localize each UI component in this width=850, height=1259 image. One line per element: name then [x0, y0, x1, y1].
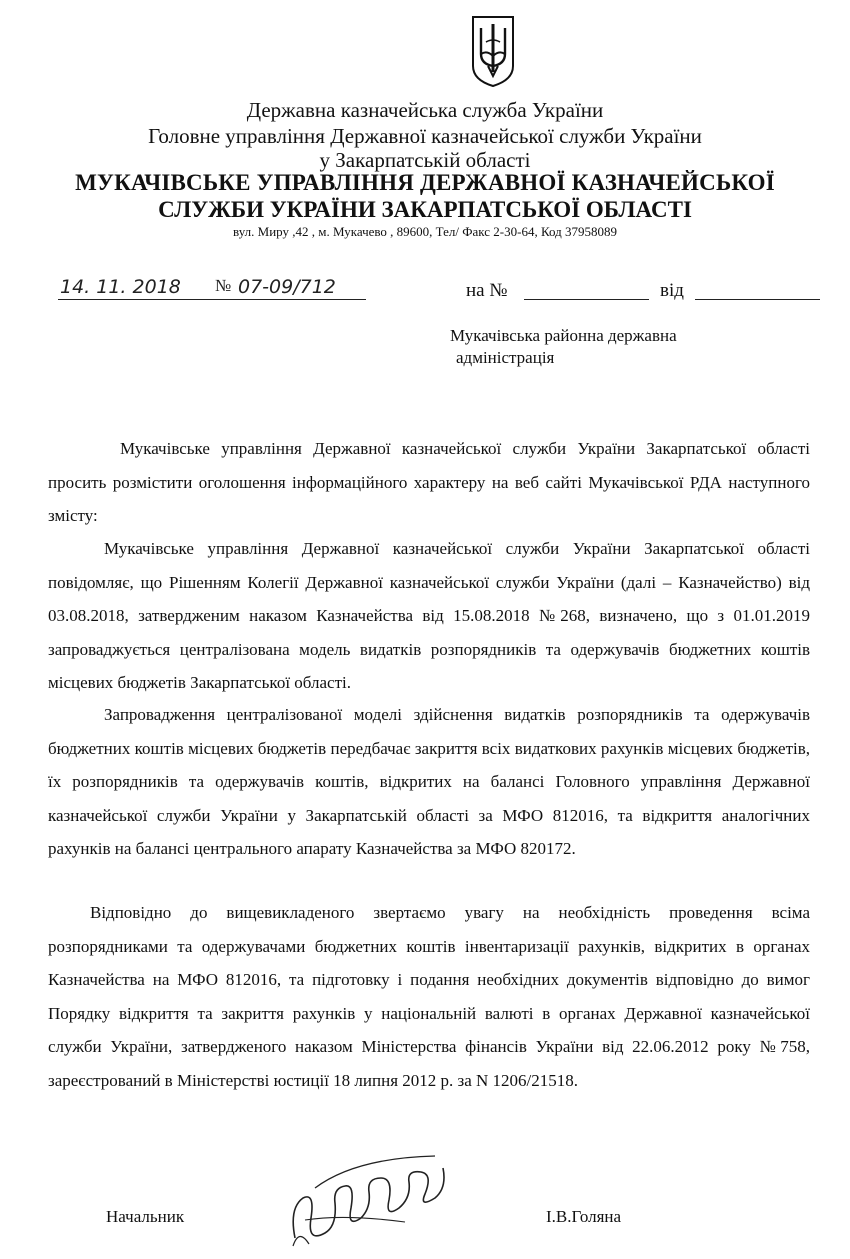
- announcement-paragraph-3: Відповідно до вищевикладеного звертаємо увагу на необхідність проведення всіма розпорядниками та одержувачами бюджетних коштів інвентаризації рахунків, відкритих в органах Казначейства на МФО 812016, та підготовку і подання необхідних документів відповідно до вимог Порядку відкриття та закриття рахунків у національній валюті в органах Державної казначейської служби України, затвердженого наказом Міністерства фінансів України від 22.06.2012 року №758, зареєстрований в Міністерстві юстиції 18 липня 2012 р. за N 1206/21518.: [48, 903, 810, 1090]
- registration-underline: [58, 299, 366, 300]
- reference-number-blank: [524, 299, 649, 300]
- trident-coat-of-arms-icon: [470, 14, 516, 88]
- reference-date-label: від: [660, 280, 684, 301]
- office-title-line-1: МУКАЧІВСЬКЕ УПРАВЛІННЯ ДЕРЖАВНОЇ КАЗНАЧЕЙСЬКОЇ: [75, 170, 775, 195]
- request-paragraph: Мукачівське управління Державної казначейської служби України Закарпатської області просить розмістити оголошення інформаційного характеру на веб сайті Мукачівської РДА наступного змісту:: [48, 439, 810, 525]
- region-name: у Закарпатській області: [319, 148, 531, 172]
- reference-date-blank: [695, 299, 820, 300]
- addressee-line-1: Мукачівська районна державна: [450, 326, 677, 345]
- outgoing-date: 14. 11. 2018: [60, 276, 181, 298]
- signatory-name: І.В.Голяна: [546, 1207, 622, 1226]
- reference-number-label: на №: [466, 280, 508, 301]
- addressee-line-2: адміністрація: [456, 348, 555, 367]
- office-title-line-2: СЛУЖБИ УКРАЇНИ ЗАКАРПАТСЬКОЇ ОБЛАСТІ: [158, 197, 692, 222]
- signatory-position: Начальник: [106, 1207, 185, 1226]
- announcement-paragraph-1: Мукачівське управління Державної казначейської служби України Закарпатської області повідомляє, що Рішенням Колегії Державної казначейської служби України (далі – Казначейство) від 03.08.2018, затвердженим наказом Казначейства від 15.08.2018 №268, визначено, що з 01.01.2019 запроваджується централізована модель видатків розпорядників та одержувачів бюджетних коштів місцевих бюджетів Закарпатської області.: [48, 539, 810, 692]
- announcement-paragraph-2: Запровадження централізованої моделі здійснення видатків розпорядників та одержувачів бюджетних коштів місцевих бюджетів передбачає закриття всіх видаткових рахунків місцевих бюджетів, їх розпорядників та одержувачів коштів, відкритих на балансі Головного управління Державної казначейської служби України у Закарпатській області за МФО 812016, та відкриття аналогічних рахунків на балансі центрального апарату Казначейства за МФО 820172.: [48, 705, 810, 858]
- main-department-name: Головне управління Державної казначейської служби України: [148, 124, 702, 148]
- outgoing-number: 07-09/712: [238, 276, 336, 298]
- number-sign: №: [215, 276, 232, 295]
- handwritten-signature: [285, 1148, 455, 1253]
- treasury-name: Державна казначейська служба України: [246, 98, 604, 122]
- office-contacts: вул. Миру ,42 , м. Мукачево , 89600, Тел/ Факс 2-30-64, Код 37958089: [233, 224, 617, 239]
